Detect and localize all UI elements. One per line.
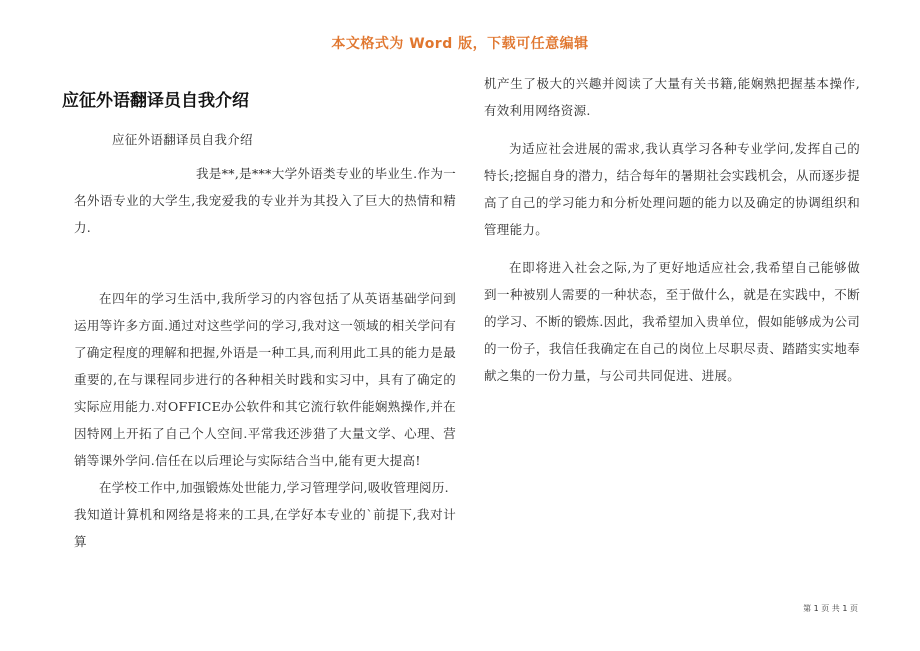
document-subtitle: 应征外语翻译员自我介绍	[112, 132, 253, 147]
paragraph-study: 在四年的学习生活中,我所学习的内容包括了从英语基础学问到运用等许多方面.通过对这些学问的学习,我对这一领域的相关学问有了确定程度的理解和把握,外语是一种工具,而利用此工具的能力是最重要的,在与课程同步进行的各种相关时践和实习中，具有了确定的实际应用能力.对OFFICE办公软件和其它流行软件能娴熟操作,并在因特网上开拓了自己个人空间.平常我还涉猎了大量文学、心理、营销等课外学问.信任在以后理论与实际结合当中,能有更大提高!	[74, 291, 456, 468]
paragraph-computer-start: 我知道计算机和网络是将来的工具,在学好本专业的`前提下,我对计算	[74, 507, 456, 549]
paragraph-gap	[484, 243, 860, 254]
format-banner: 本文格式为 Word 版，下载可任意编辑	[331, 36, 589, 52]
left-column	[74, 126, 456, 555]
paragraph-gap	[74, 241, 456, 285]
paragraph-intro: 我是**,是***大学外语类专业的毕业生.作为一名外语专业的大学生,我宠爱我的专业并为其投入了巨大的热情和精力.	[74, 166, 456, 235]
right-column	[484, 70, 860, 389]
paragraph-school-work: 在学校工作中,加强锻炼处世能力,学习管理学问,吸收管理阅历.	[99, 480, 449, 495]
document-title: 应征外语翻译员自我介绍	[62, 91, 249, 111]
page-number: 第 1 页 共 1 页	[803, 604, 858, 613]
paragraph-gap	[484, 124, 860, 135]
paragraph-computer-end: 机产生了极大的兴趣并阅读了大量有关书籍,能娴熟把握基本操作,有效利用网络资源.	[484, 76, 860, 118]
paragraph-development: 为适应社会进展的需求,我认真学习各种专业学问,发挥自己的特长;挖掘自身的潜力，结合每年的暑期社会实践机会，从而逐步提高了自己的学习能力和分析处理问题的能力以及确定的协调组织和管理能力。	[484, 141, 860, 237]
paragraph-society: 在即将进入社会之际,为了更好地适应社会,我希望自己能够做到一种被别人需要的一种状态，至于做什么，就是在实践中，不断的学习、不断的锻炼.因此，我希望加入贵单位，假如能够成为公司的一份子，我信任我确定在自己的岗位上尽职尽责、踏踏实实地奉献之集的一份力量，与公司共同促进、进展。	[484, 260, 860, 383]
